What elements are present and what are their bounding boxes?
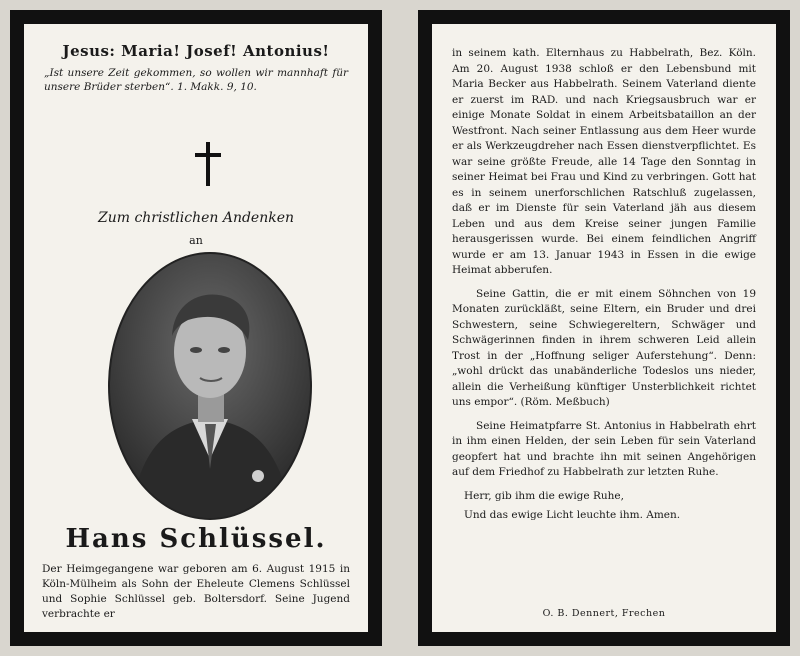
printer-credit: O. B. Dennert, Frechen [542,608,666,619]
bible-motto: „Ist unsere Zeit gekommen, so wollen wir mannhaft für unsere Brüder sterben“. 1. Makk. 9, 10. [44,67,348,93]
left-card-panel [24,24,368,632]
deceased-name: Hans Schlüssel. [65,524,327,554]
portrait-photo [108,252,312,520]
left-card [10,10,382,646]
cross-icon [195,142,221,186]
remembrance-an: an [189,234,203,247]
portrait-figure [110,254,310,518]
right-card [418,10,790,646]
biography-continued [452,46,756,523]
parish-paragraph: Seine Heimatpfarre St. Antonius in Habbelrath ehrt in ihm einen Helden, der sein Leben für sein Vaterland geopfert hat und brachte ihn mit seinen Angehörigen auf dem Friedhof zu Habbelrath zur letzten Ruhe. [452,419,756,478]
biography-start: Der Heimgegangene war geboren am 6. August 1915 in Köln-Mülheim als Sohn der Eheleute Clemens Schlüssel und Sophie Schlüssel geb. Boltersdorf. Seine Jugend verbrachte er [42,563,350,620]
remembrance-title: Zum christlichen Andenken [97,210,295,226]
prayer-line-1: Herr, gib ihm die ewige Ruhe, [464,489,624,502]
invocation-heading: Jesus: Maria! Josef! Antonius! [62,42,330,60]
biography-paragraph: in seinem kath. Elternhaus zu Habbelrath, Bez. Köln. Am 20. August 1938 schloß er den Lebensbund mit Maria Becker aus Habbelrath. Seinem Vaterland diente er zuerst im RAD. und nach Kriegsausbruch war er einige Monate Soldat in einem Arbeitsbataillon an der Westfront. Nach seiner Entlassung aus dem Heer wurde er als Werkzeugdreher nach Essen dienstverpflichtet. Es war seine größte Freude, alle 14 Tage den Sonntag in seiner Heimat bei Frau und Kind zu verbringen. Gott hat es in seinem unerforschlichen Ratschluß zugelassen, daß er im Dienste für sein Vaterland jäh aus diesem Leben und aus dem Kreise seiner jungen Familie herausgerissen wurde. Bei einem feindlichen Angriff wurde er am 13. Januar 1943 in Essen in die ewige Heimat abberufen. [452,47,756,276]
family-paragraph: Seine Gattin, die er mit einem Söhnchen von 19 Monaten zurückläßt, seine Eltern, ein Bruder und drei Schwestern, seine Schwiegereltern, Schwäger und Schwägerinnen finden in ihrem schweren Leid allein Trost in der „Hoffnung seliger Auferstehung“. Denn: „wohl drückt das unabänderliche Todeslos uns nieder, allein die Verheißung künftiger Unsterblichkeit richtet uns empor“. (Röm. Meßbuch) [452,287,756,408]
prayer-line-2: Und das ewige Licht leuchte ihm. Amen. [464,508,681,521]
right-card-panel [432,24,776,632]
